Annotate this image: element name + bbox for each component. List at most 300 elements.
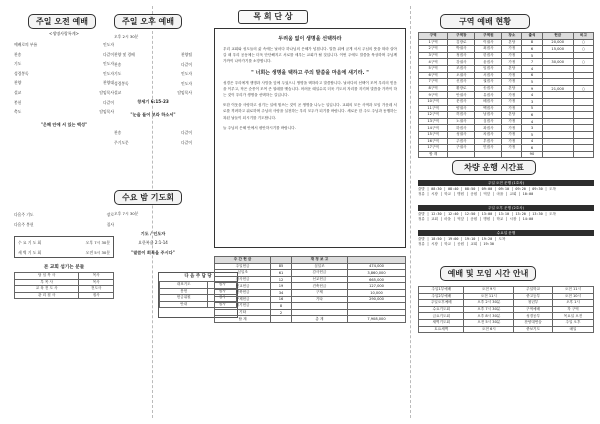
table-cell: 3 (522, 98, 542, 105)
table-cell: 중고등부 (514, 293, 553, 300)
meeting-row-cell: 새 벽 기 도 회 (18, 249, 42, 255)
service-row-cell: 인도자 (102, 42, 114, 47)
ministry-row (419, 79, 594, 86)
table-cell: 가정 (502, 52, 522, 59)
table-cell: ○ (573, 46, 593, 53)
bus-banner-3: 수요일 운행 (418, 230, 594, 236)
ministry-row (419, 131, 594, 138)
message-paragraph-3: 또한 이웃을 사랑하고 섬기는 일에 힘쓰는 것이 곧 생명을 나누는 일입니다. 교회의 모든 사역과 모임 가운데 서로를 격려하고 위로하며 주님의 사랑을 실천하는 우리 모두가 되기를 바랍니다. 새로운 한 주도 주님과 동행하는 복된 날들이 되시기를 기도합니다. (223, 103, 397, 120)
service-row (114, 79, 192, 89)
table-cell (348, 303, 406, 310)
table-header: 출석 (522, 33, 542, 40)
ministry-row (419, 112, 594, 119)
table-cell: 7구역 (419, 79, 448, 86)
sunday-am-next (14, 210, 114, 229)
table-cell (542, 112, 573, 119)
table-header: 재 정 보 고 (291, 257, 347, 264)
ministry-row (419, 72, 594, 79)
wednesday-time: 오후 7시 30분 (114, 211, 139, 216)
table-cell (573, 112, 593, 119)
ministry-row (419, 151, 594, 158)
service-row-cell: 다같이 (180, 61, 192, 67)
table-cell: 본당 (502, 85, 522, 92)
table-cell: 본당 (502, 112, 522, 119)
table-cell: 가정 (502, 118, 522, 125)
service-row-cell: 인도자 (102, 61, 114, 67)
table-cell: 부 목 사 (15, 279, 79, 286)
table-cell: 건축헌금 (215, 289, 271, 296)
table-cell: 오후 1시 (552, 300, 593, 307)
service-row (14, 40, 114, 50)
table-cell (573, 72, 593, 79)
service-row (14, 78, 114, 88)
table-cell: 9구역 (419, 92, 448, 99)
table-cell: 15,000 (542, 46, 573, 53)
table-cell: 수요기도회 (419, 306, 464, 313)
sunday-pm-sermon-title: "눈을 들어 보라 하소서" (130, 112, 176, 117)
service-row-cell: 다같이 (180, 130, 192, 135)
table-cell (271, 316, 292, 323)
table-cell: 12구역 (419, 112, 448, 119)
table-cell: 5 (522, 105, 542, 112)
table-cell: 서집사 (475, 72, 502, 79)
table-cell: 85 (271, 263, 292, 270)
service-row-cell: 인도자 (102, 70, 114, 76)
table-cell (573, 52, 593, 59)
service-row-cell: 찬양팀 (180, 52, 192, 57)
meeting-row-cell: 오후 7시 30분 (85, 240, 110, 245)
table-cell: 가정 (502, 145, 522, 152)
table-cell: 헌금위원 (160, 295, 208, 302)
table-cell: 구역예배 (514, 306, 553, 313)
service-row-cell: 찬양대 (102, 80, 114, 86)
table-cell: 9 (522, 85, 542, 92)
table-cell (542, 131, 573, 138)
table-cell: 5 (522, 131, 542, 138)
table-cell: 전도사 (79, 286, 114, 293)
service-row-cell: 성경봉독 (114, 80, 129, 86)
table-cell (291, 303, 347, 310)
service-row-cell: 주기도문 (114, 139, 129, 145)
table-cell: 합 계 (215, 316, 271, 323)
schedule-title: 예배 및 모임 시간 안내 (440, 266, 536, 281)
table-cell (542, 98, 573, 105)
service-row-cell: 기도 (114, 71, 122, 77)
table-cell: 4구역 (419, 59, 448, 66)
ministry-row (419, 92, 594, 99)
ministry-row (419, 138, 594, 145)
table-cell: 오전 6시 (464, 326, 514, 333)
table-cell: 교 육 전 도 사 (15, 286, 79, 293)
table-header: 구역장 (448, 33, 475, 40)
message-headline: 두려움 없이 생명을 선택하라 (278, 36, 342, 42)
table-cell: 담 임 목 사 (15, 273, 79, 280)
service-row (114, 128, 192, 138)
table-cell (542, 138, 573, 145)
schedule-row (419, 326, 594, 333)
table-cell: 3,860,000 (348, 270, 406, 277)
table-cell: 가정 (502, 72, 522, 79)
table-cell: 백집사 (475, 105, 502, 112)
schedule-row (419, 306, 594, 313)
table-cell: 오후 7시 30분 (464, 306, 514, 313)
table-cell: 목사 (79, 273, 114, 280)
table-cell: 19 (271, 283, 292, 290)
table-cell: 집사 (208, 295, 237, 302)
table-cell (542, 79, 573, 86)
table-cell: 14구역 (419, 125, 448, 132)
table-cell: 조집사 (448, 65, 475, 72)
bus-banner-2: 주일 오후 운행 (2호차) (418, 205, 594, 211)
bus-grid-1: 출발 │ 08:30 │ 08:40 │ 08:50 │ 09:00 │ 09:10 │ 09:20 │ 09:30 │ 도착 정류 │ 시장 │ 학교 │ 병원 │ 공원 │ 역앞 │ 마을 │ 교회 │ 10:00 (418, 187, 556, 197)
ministry-row (419, 125, 594, 132)
table-cell (573, 151, 593, 158)
table-header (271, 257, 292, 264)
table-cell (475, 151, 502, 158)
table-cell: 총 계 (291, 316, 347, 323)
table-cell (291, 309, 347, 316)
table-cell: 본당 (502, 65, 522, 72)
service-row-cell: 다같이 (180, 139, 192, 145)
table-cell: 34 (271, 289, 292, 296)
page-divider (410, 6, 411, 418)
next-row-cell: 다음주 기도 (14, 212, 34, 217)
table-cell: 오권사 (448, 72, 475, 79)
table-header (348, 257, 406, 264)
ministry-row (419, 145, 594, 152)
table-cell (542, 125, 573, 132)
table-cell (542, 105, 573, 112)
table-cell: 4 (522, 138, 542, 145)
table-cell: 16 (271, 296, 292, 303)
wednesday-sermon-title: "말씀이 회복을 주시다" (131, 250, 175, 255)
table-cell: 강권사 (448, 59, 475, 66)
table-cell: 17구역 (419, 145, 448, 152)
table-cell (573, 138, 593, 145)
service-row (114, 50, 192, 60)
schedule-row (419, 293, 594, 300)
table-cell: 합 계 (419, 151, 448, 158)
table-cell: 선교헌금 (291, 276, 347, 283)
table-cell: 감사헌금 (291, 270, 347, 277)
table-cell: 가정 (502, 131, 522, 138)
table-cell: 주일1부예배 (419, 287, 464, 294)
wednesday-title: 수요 밤 기도회 (114, 190, 182, 205)
sunday-am-order (14, 40, 114, 117)
table-cell: 송집사 (475, 85, 502, 92)
table-cell: 한집사 (475, 52, 502, 59)
table-cell: 노권사 (448, 118, 475, 125)
table-cell: 6 (522, 72, 542, 79)
sunday-pm-closing (114, 128, 192, 147)
service-row-cell: 다같이 (102, 51, 114, 57)
service-row (114, 88, 192, 98)
table-cell: 665,000 (348, 276, 406, 283)
table-cell: 허집사 (448, 112, 475, 119)
schedule-row (419, 319, 594, 326)
table-cell: 가정 (502, 59, 522, 66)
ministry-row (419, 39, 594, 46)
service-row-cell: 찬송 (114, 61, 122, 67)
table-cell: 2구역 (419, 46, 448, 53)
message-closing: 늘 주님의 은혜 안에서 평안하시기를 바랍니다. (223, 125, 296, 130)
table-cell: 매일 (552, 326, 593, 333)
table-cell: 오전 11시 (464, 293, 514, 300)
table-cell: 6 (522, 145, 542, 152)
table-cell: 금요기도회 (419, 313, 464, 320)
service-row (14, 88, 114, 98)
table-cell: 오전 5시 30분 (464, 319, 514, 326)
next-row-cell: 다음주 봉헌 (14, 221, 34, 227)
table-cell: 남집사 (475, 112, 502, 119)
schedule-row (419, 313, 594, 320)
table-cell: 구제헌금 (215, 296, 271, 303)
table-cell: 5 (522, 79, 542, 86)
sunday-pm-order (114, 50, 192, 98)
table-cell: 가정 (502, 125, 522, 132)
table-cell: 기타 (215, 309, 271, 316)
table-cell: 차집사 (475, 131, 502, 138)
table-cell: 본당 (502, 39, 522, 46)
table-cell: 61 (271, 270, 292, 277)
table-cell (573, 145, 593, 152)
table-header: 장소 (502, 33, 522, 40)
table-cell: ○ (573, 59, 593, 66)
table-cell: 구제 (291, 289, 347, 296)
table-cell: 하집사 (448, 125, 475, 132)
message-title: 목 회 단 상 (238, 10, 308, 24)
service-row-cell: 찬양 및 경배 (114, 52, 135, 57)
table-cell: 90 (522, 151, 542, 158)
service-row (14, 107, 114, 117)
offering-row (215, 263, 406, 270)
table-cell (542, 118, 573, 125)
table-cell: 심집사 (475, 118, 502, 125)
message-paragraph-2: 성경은 우리에게 생명과 사망을 앞에 두었으니 생명을 택하라고 말씀합니다. 날마다의 선택이 모여 우리의 믿음을 이루고, 작은 순종이 모여 큰 열매를 맺습니다. 어려운 때일수록 더욱 기도의 자리를 지키며 말씀을 가까이 하는 것이 우리가 생명을 선택하는 길입니다. (223, 80, 397, 98)
table-cell (573, 118, 593, 125)
ministry-row (419, 85, 594, 92)
offering-row (215, 296, 406, 303)
table-cell: 양권사 (448, 105, 475, 112)
meeting-times-box (14, 236, 114, 258)
meeting-row-cell: 오전 5시 30분 (85, 249, 110, 255)
schedule-row (419, 300, 594, 307)
service-row (114, 138, 192, 148)
table-cell: 안권사 (448, 92, 475, 99)
table-cell: 십일조 (291, 263, 347, 270)
service-row-cell: 담임목사 (99, 109, 114, 115)
table-cell: 8구역 (419, 85, 448, 92)
table-cell: 기타 (291, 296, 347, 303)
sunday-am-sermon-title: "은혜 안에 서 있는 백성" (40, 122, 88, 127)
sunday-pm-scripture: 창세기 6:15-23 (137, 99, 169, 104)
table-cell: 이권사 (475, 39, 502, 46)
table-cell: 문집사 (448, 98, 475, 105)
sunday-am-title: 주일 오전 예배 (28, 14, 96, 29)
table-cell: 관 리 집 사 (15, 292, 79, 299)
next-row-cell: 집사 (106, 221, 114, 227)
table-cell: 가정 (502, 92, 522, 99)
table-cell: 6구역 (419, 72, 448, 79)
table-cell: 배집사 (475, 98, 502, 105)
table-cell: 정집사 (448, 52, 475, 59)
table-cell: 성권사 (448, 131, 475, 138)
table-cell: 집사 (208, 288, 237, 295)
ministry-row (419, 98, 594, 105)
service-row-cell: 찬송 (14, 51, 22, 57)
table-cell: 6 (522, 112, 542, 119)
table-cell (448, 151, 475, 158)
service-row-cell: 축도 (14, 109, 22, 115)
table-cell: 청년부 (514, 300, 553, 307)
table-cell: 4 (522, 92, 542, 99)
table-cell: 주일 오후 (552, 319, 593, 326)
table-cell (542, 65, 573, 72)
message-paragraph-1: 우리 교회와 성도들의 삶 속에는 날마다 하나님의 은혜가 넘칩니다. 말씀 위에 굳게 서서 주님의 뜻을 따라 살아갈 때 우리 공동체는 더욱 단단해지고 서로를 세우는 교회가 될 것입니다. 이번 주에도 말씀을 묵상하며 주님께 가까이 나아가기를 소망합니다. (223, 47, 397, 64)
meeting-row (18, 248, 110, 258)
table-cell: 최집사 (475, 46, 502, 53)
table-cell: ○ (573, 85, 593, 92)
service-row-cell: 다같이 (102, 99, 114, 105)
table-cell: 오후 2시 30분 (464, 300, 514, 307)
table-cell: 성경공부 (514, 313, 553, 320)
service-row (14, 59, 114, 69)
offering-row (215, 270, 406, 277)
ministry-row (419, 59, 594, 66)
ministry-row (419, 46, 594, 53)
table-cell: 가정 (502, 98, 522, 105)
table-cell: 중보기도 (514, 326, 553, 333)
table-cell: 4 (522, 65, 542, 72)
table-cell: 찬양대연습 (514, 319, 553, 326)
service-row-cell: 설교 (14, 89, 22, 95)
sunday-pm-time: 오후 2시 30분 (114, 34, 139, 39)
table-cell: 김장로 (448, 39, 475, 46)
table-cell (542, 145, 573, 152)
table-cell: 새벽기도회 (419, 319, 464, 326)
table-cell: 곽집사 (475, 125, 502, 132)
bus-title: 차량 운행 시간표 (452, 160, 536, 175)
staff-row (15, 273, 114, 280)
table-cell: 주일헌금 (215, 263, 271, 270)
bus-grid-3: 출발 │ 18:50 │ 19:00 │ 19:10 │ 19:20 │ 도착 정류 │ 시장 │ 학교 │ 공원 │ 교회 │ 19:30 (418, 237, 506, 247)
table-cell: 토요새벽 (419, 326, 464, 333)
table-header: 헌금 (542, 33, 573, 40)
table-cell: 유집사 (475, 92, 502, 99)
table-cell (542, 151, 573, 158)
wednesday-scripture: 요한복음 2:1-14 (138, 240, 168, 245)
ministry-title: 구역 예배 현황 (440, 14, 530, 29)
table-cell: 474,000 (348, 263, 406, 270)
next-row (14, 220, 114, 230)
ministry-row (419, 52, 594, 59)
table-cell: 윤집사 (475, 59, 502, 66)
service-row (14, 98, 114, 108)
table-cell: 7,908,000 (348, 316, 406, 323)
table-cell: 8 (522, 39, 542, 46)
staff-row (15, 279, 114, 286)
table-cell: 16구역 (419, 138, 448, 145)
service-row-cell: 기도 (14, 61, 22, 67)
table-cell: 12 (271, 276, 292, 283)
table-cell (573, 98, 593, 105)
schedule-table (418, 286, 594, 333)
table-cell: 감사헌금 (215, 276, 271, 283)
service-row-cell: 인도자 (180, 71, 192, 77)
table-cell: 11구역 (419, 105, 448, 112)
table-cell: 목요일 오전 (552, 313, 593, 320)
table-cell: 우집사 (475, 138, 502, 145)
table-cell: 10,000 (348, 289, 406, 296)
service-row-cell: 성경봉독 (14, 70, 29, 76)
offering-row (215, 283, 406, 290)
table-header: 비고 (573, 33, 593, 40)
table-cell: 15구역 (419, 131, 448, 138)
offering-row (215, 303, 406, 310)
table-cell: 30,000 (542, 59, 573, 66)
next-week-title: 다 음 주 담 당 (184, 274, 212, 279)
table-cell: 3 (522, 125, 542, 132)
offering-table (214, 256, 406, 323)
table-cell: 민집사 (475, 145, 502, 152)
table-cell: 5구역 (419, 65, 448, 72)
table-cell: 4 (522, 118, 542, 125)
bus-grid-2: 출발 │ 12:30 │ 12:40 │ 12:50 │ 13:00 │ 13:10 │ 13:20 │ 13:30 │ 도착 정류 │ 교회 │ 마을 │ 역앞 │ 공원 │ 병원 │ 학교 │ 시장 │ 14:00 (418, 212, 556, 222)
service-row-cell: 찬송 (114, 130, 122, 135)
service-row (14, 50, 114, 60)
table-cell: 박권사 (448, 46, 475, 53)
service-row (114, 69, 192, 79)
table-cell (573, 125, 593, 132)
table-cell: 1구역 (419, 39, 448, 46)
table-cell: ○ (573, 39, 593, 46)
table-cell: 주일학교 (514, 287, 553, 294)
table-cell (542, 52, 573, 59)
message-box (214, 28, 406, 248)
table-cell: 안내 (160, 301, 208, 308)
table-cell: 가정 (502, 138, 522, 145)
meeting-row (18, 238, 110, 248)
table-cell (348, 309, 406, 316)
table-header: 주 간 헌 금 (215, 257, 271, 264)
table-cell: 임집사 (475, 65, 502, 72)
table-cell: 5 (522, 52, 542, 59)
table-cell (573, 92, 593, 99)
table-cell: 13구역 (419, 118, 448, 125)
table-cell: 가정 (502, 79, 522, 86)
staff-row (15, 292, 114, 299)
table-cell (542, 92, 573, 99)
table-cell: 20,000 (542, 39, 573, 46)
table-cell: 집사 (208, 282, 237, 289)
sunday-pm-title: 주일 오후 예배 (114, 14, 182, 29)
table-cell: 집사 (79, 292, 114, 299)
table-cell: 대표기도 (160, 282, 208, 289)
next-row (14, 210, 114, 220)
table-cell: 주일오후예배 (419, 300, 464, 307)
table-cell: 절기헌금 (215, 303, 271, 310)
table-cell: 목사 (79, 279, 114, 286)
next-row-cell: 장로 (106, 212, 114, 217)
table-cell: 127,000 (348, 283, 406, 290)
table-cell: 십일조 (215, 270, 271, 277)
table-header: 구역원 (475, 33, 502, 40)
table-cell: 가정 (502, 105, 522, 112)
ministry-row (419, 118, 594, 125)
table-cell (502, 151, 522, 158)
table-cell: 오전 10시 (552, 293, 593, 300)
ministry-table (418, 32, 594, 158)
